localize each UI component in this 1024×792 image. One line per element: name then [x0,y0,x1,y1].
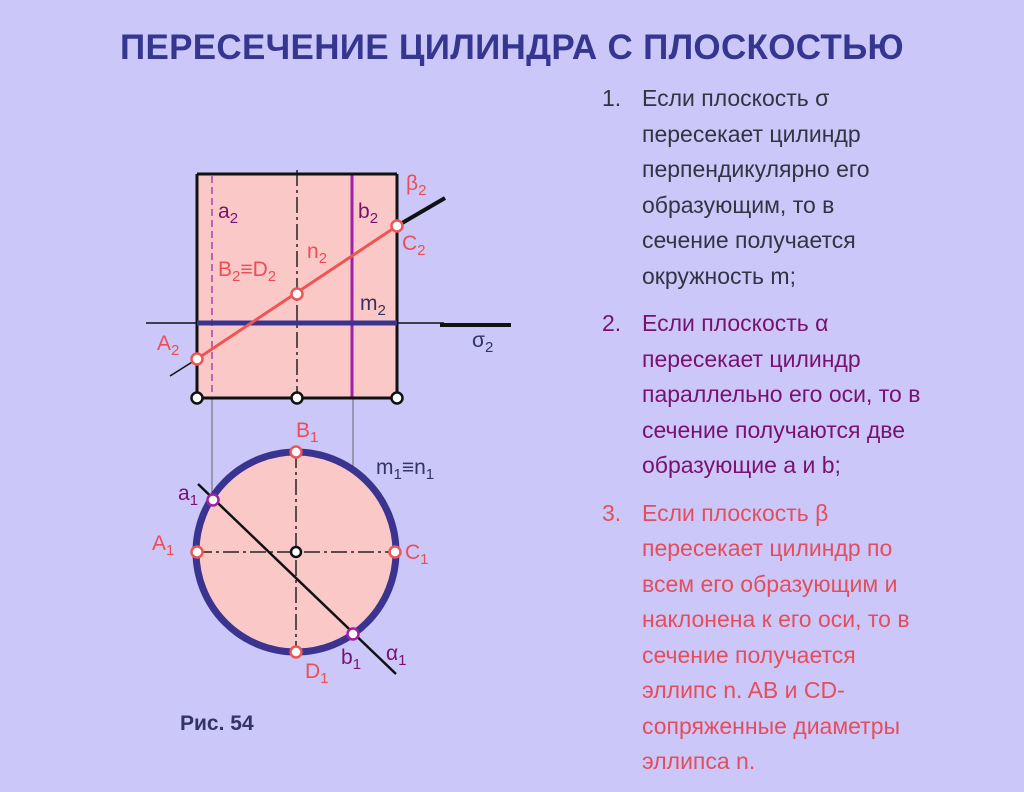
list-item-line: пересекает цилиндр [642,345,861,372]
page-title: ПЕРЕСЕЧЕНИЕ ЦИЛИНДРА С ПЛОСКОСТЬЮ [120,28,904,67]
explanation-list [602,81,1007,792]
label-c1: $C_1$ [405,541,429,568]
point-b1-generator [348,629,359,640]
list-item-line: эллипса n. [642,748,756,774]
list-item-line: перпендикулярно его [642,156,870,182]
point-a2 [192,354,203,365]
list-item-line: сечение получаются две [642,416,906,443]
list-item-line: эллипс n. AB и CD- [642,677,845,703]
point-b1 [291,447,302,458]
label-b1: $B_1$ [296,419,319,446]
list-item-number: 2. [602,310,622,336]
list-item-line: сечение получается [642,227,856,253]
list-item-line: сопряженные диаметры [642,712,901,739]
list-item-line: образующим, то в [642,191,835,218]
point-b2d2 [292,289,303,300]
base-point-mid [292,393,303,404]
point-c2 [392,221,403,232]
label-a1: $a_1$ [178,482,199,509]
list-item [602,496,1007,780]
figure-caption: Рис. 54 [180,712,254,735]
label-c2: $C_2$ [402,232,426,259]
point-center [291,547,301,557]
list-item-line: наклонена к его оси, то в [642,606,910,632]
point-c1 [390,547,401,558]
list-item-line: всем его образующим и [642,570,898,597]
label-b2d2: $B_2\equiv D_2$ [218,258,277,285]
list-item-line: Если плоскость β [642,499,829,526]
label-d1: $D_1$ [305,660,329,687]
label-a1-point: $A_1$ [152,532,175,559]
list-item-line: сечение получается [642,641,856,668]
list-item-line: пересекает цилиндр [642,120,861,147]
point-a1-generator [208,495,219,506]
list-item [602,81,1007,294]
point-a1 [192,547,203,558]
list-item [602,306,1007,484]
label-alpha1: $\alpha_1$ [386,642,407,669]
label-n2: $n_2$ [307,240,328,267]
plane-beta-outside-high [397,198,445,226]
list-item-number: 3. [602,499,622,526]
base-point-right [392,393,403,404]
label-m2: $m_2$ [360,292,386,319]
list-item-line: окружность m; [642,262,796,289]
list-item-line: Если плоскость σ [642,85,830,111]
label-beta2: $\beta_2$ [406,172,427,199]
list-item-line: Если плоскость α [642,310,829,336]
list-item-line: пересекает цилиндр по [642,535,893,561]
list-item-number: 1. [602,85,622,111]
label-m1n1: $m_1\equiv n_1$ [376,456,435,483]
label-a2-point: $A_2$ [157,332,180,359]
label-b1-generator: $b_1$ [341,646,362,673]
label-a2: $a_2$ [218,200,239,227]
list-item-line: параллельно его оси, то в [642,381,921,407]
point-d1 [291,647,302,658]
label-sigma2: $\sigma_2$ [472,329,494,356]
base-point-left [192,393,203,404]
list-item-line: образующие a и b; [642,452,841,478]
label-b2: $b_2$ [358,200,379,227]
